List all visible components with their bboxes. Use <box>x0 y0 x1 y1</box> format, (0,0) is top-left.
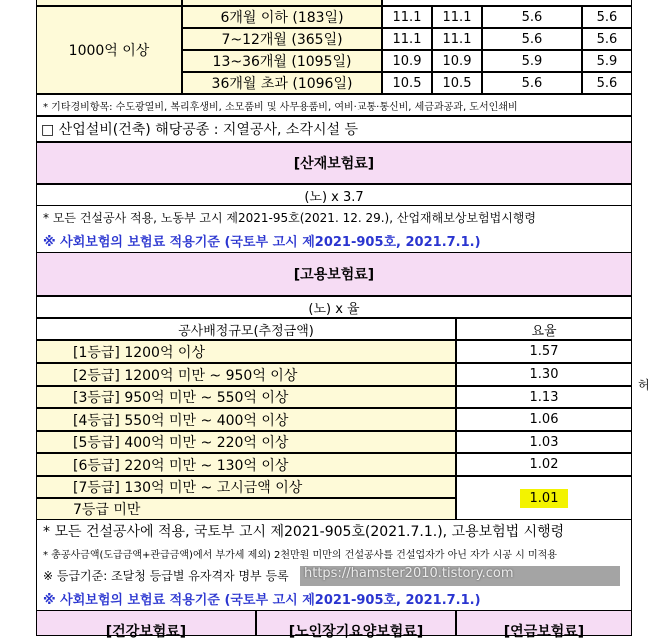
grade-cell <box>36 498 456 520</box>
grade-cell <box>36 476 456 498</box>
period-text: 13~36개월 (1095일) <box>212 54 352 70</box>
misc-expense-text: * 기타경비항목: 수도광열비, 복리후생비, 소모품비 및 사무용품비, 여비·교통·통신비, 세금과공과, 도서인쇄비 <box>43 101 518 113</box>
grade-text: [6등급] 220억 미만 ~ 130억 이상 <box>73 457 289 474</box>
rate-text: 11.1 <box>442 9 472 25</box>
sanjae-title-text: [산재보험료] <box>293 156 375 172</box>
grade-rate-cell <box>456 386 632 408</box>
merged-rate-cell <box>456 476 632 520</box>
health-insurance-header <box>36 610 256 640</box>
grade-text: 7등급 미만 <box>73 502 141 518</box>
industrial-text: □ 산업설비(건축) 해당공종 : 지열공사, 소각시설 등 <box>41 122 358 138</box>
rate-text: 5.6 <box>521 75 543 91</box>
goyong-note1-text: * 모든 건설공사에 적용, 국토부 고시 제2021-905호(2021.7.1.), 고용보험법 시행령 <box>43 524 565 540</box>
sanjae-formula-text: (노) x 3.7 <box>304 189 364 205</box>
pension-header <box>456 610 632 640</box>
rate-cell <box>432 6 482 28</box>
goyong-title-text: [고용보험료] <box>293 267 375 283</box>
rate-cell <box>382 50 432 72</box>
goyong-formula-text: (노) x 율 <box>308 301 360 317</box>
rate-text: 5.9 <box>596 53 618 69</box>
period-text: 36개월 초과 (1096일) <box>211 76 353 92</box>
grade-rate-text: 1.30 <box>529 367 559 382</box>
rate-cell <box>432 50 482 72</box>
rate-text: 5.6 <box>521 31 543 47</box>
grade-cell <box>36 386 456 408</box>
grade-rate-cell <box>456 340 632 363</box>
pension-text: [연금보험료] <box>503 624 585 640</box>
period-cell <box>182 6 382 28</box>
goyong-standard-text: ※ 사회보험의 보험료 적용기준 (국토부 고시 제2021-905호, 2021.7.1.) <box>43 592 481 608</box>
grade-rate-cell <box>456 431 632 453</box>
rate-text: 10.5 <box>392 75 422 91</box>
rate-text: 11.1 <box>392 9 422 25</box>
grade-text: [4등급] 550억 미만 ~ 400억 이상 <box>73 412 289 429</box>
sanjae-standard-text: ※ 사회보험의 보험료 적용기준 (국토부 고시 제2021-905호, 2021.7.1.) <box>43 234 481 250</box>
watermark <box>300 566 620 586</box>
grade-rate-text: 1.03 <box>529 434 559 450</box>
period-text: 7~12개월 (365일) <box>221 32 343 48</box>
highlighted-rate: 1.01 <box>520 489 569 508</box>
rate-text: 5.6 <box>596 75 618 91</box>
rate-text: 11.1 <box>442 31 472 47</box>
goyong-note2-text: * 총공사금액(도급금액+관급금액)에서 부가세 제외) 2천만원 미만의 건설공사를 건설업자가 아닌 자가 시공 시 미적용 <box>43 549 557 561</box>
rate-cell <box>482 72 582 94</box>
col-header-scale-text: 공사배정규모(추정금액) <box>178 323 314 339</box>
rate-text: 5.6 <box>596 31 618 47</box>
sanjae-formula <box>36 184 632 206</box>
health-insurance-text: [건강보험료] <box>105 624 187 640</box>
longterm-care-header <box>256 610 456 640</box>
rate-cell <box>432 72 482 94</box>
goyong-title <box>36 252 632 296</box>
sanjae-note <box>36 206 632 228</box>
rate-cell <box>382 72 432 94</box>
grade-cell <box>36 363 456 386</box>
rate-cell <box>432 28 482 50</box>
rate-cell <box>582 50 632 72</box>
rate-text: 5.9 <box>521 53 543 69</box>
rate-cell <box>482 6 582 28</box>
rate-text: 5.6 <box>596 9 618 25</box>
grade-rate-text: 1.13 <box>529 389 559 405</box>
group-label-text: 1000억 이상 <box>68 43 150 59</box>
rate-cell <box>582 72 632 94</box>
grade-text: [5등급] 400억 미만 ~ 220억 이상 <box>73 435 289 451</box>
rate-cell <box>582 6 632 28</box>
col-header-rate <box>456 318 632 340</box>
rate-text: 11.1 <box>392 31 422 47</box>
goyong-formula <box>36 296 632 318</box>
period-cell <box>182 50 382 72</box>
period-text: 6개월 이하 (183일) <box>220 10 344 26</box>
watermark-text: https://hamster2010.tistory.com <box>304 566 514 581</box>
grade-cell <box>36 408 456 431</box>
goyong-standard <box>36 586 632 610</box>
longterm-care-text: [노인장기요양보험료] <box>288 624 424 640</box>
rate-text: 10.9 <box>442 53 472 69</box>
grade-rate-cell <box>456 453 632 476</box>
right-edge-char: 허 <box>638 378 650 392</box>
misc-expense-note <box>36 94 632 116</box>
rate-cell <box>482 50 582 72</box>
rate-cell <box>582 28 632 50</box>
grade-text: [1등급] 1200억 이상 <box>73 344 205 361</box>
rate-text: 10.5 <box>442 75 472 91</box>
rate-cell <box>382 6 432 28</box>
grade-rate-cell <box>456 363 632 386</box>
grade-rate-text: 1.57 <box>529 344 559 359</box>
grade-cell <box>36 453 456 476</box>
goyong-note2 <box>36 542 632 564</box>
col-header-scale <box>36 318 456 340</box>
goyong-note3-text: ※ 등급기준: 조달청 등급별 유자격자 명부 등록 <box>43 568 289 583</box>
period-cell <box>182 72 382 94</box>
rate-cell <box>382 28 432 50</box>
col-header-rate-text: 요율 <box>531 323 557 339</box>
grade-cell <box>36 431 456 453</box>
sanjae-standard <box>36 228 632 252</box>
rate-cell <box>482 28 582 50</box>
grade-text: [3등급] 950억 미만 ~ 550억 이상 <box>73 390 289 406</box>
rate-text: 5.6 <box>521 9 543 25</box>
grade-text: [7등급] 130억 미만 ~ 고시금액 이상 <box>73 480 303 496</box>
grade-text: [2등급] 1200억 미만 ~ 950억 이상 <box>73 367 298 384</box>
sanjae-note-text: * 모든 건설공사 적용, 노동부 고시 제2021-95호(2021. 12. 29.), 산업재해보상보험법시행령 <box>43 210 536 225</box>
grade-rate-text: 1.02 <box>529 457 559 472</box>
rate-text: 10.9 <box>392 53 422 69</box>
group-label <box>36 6 182 94</box>
sanjae-title <box>36 142 632 184</box>
right-edge-fragment <box>638 376 650 392</box>
goyong-note1 <box>36 520 632 542</box>
grade-cell <box>36 340 456 363</box>
grade-rate-cell <box>456 408 632 431</box>
industrial-note <box>36 116 632 142</box>
grade-rate-text: 1.06 <box>529 412 559 427</box>
period-cell <box>182 28 382 50</box>
